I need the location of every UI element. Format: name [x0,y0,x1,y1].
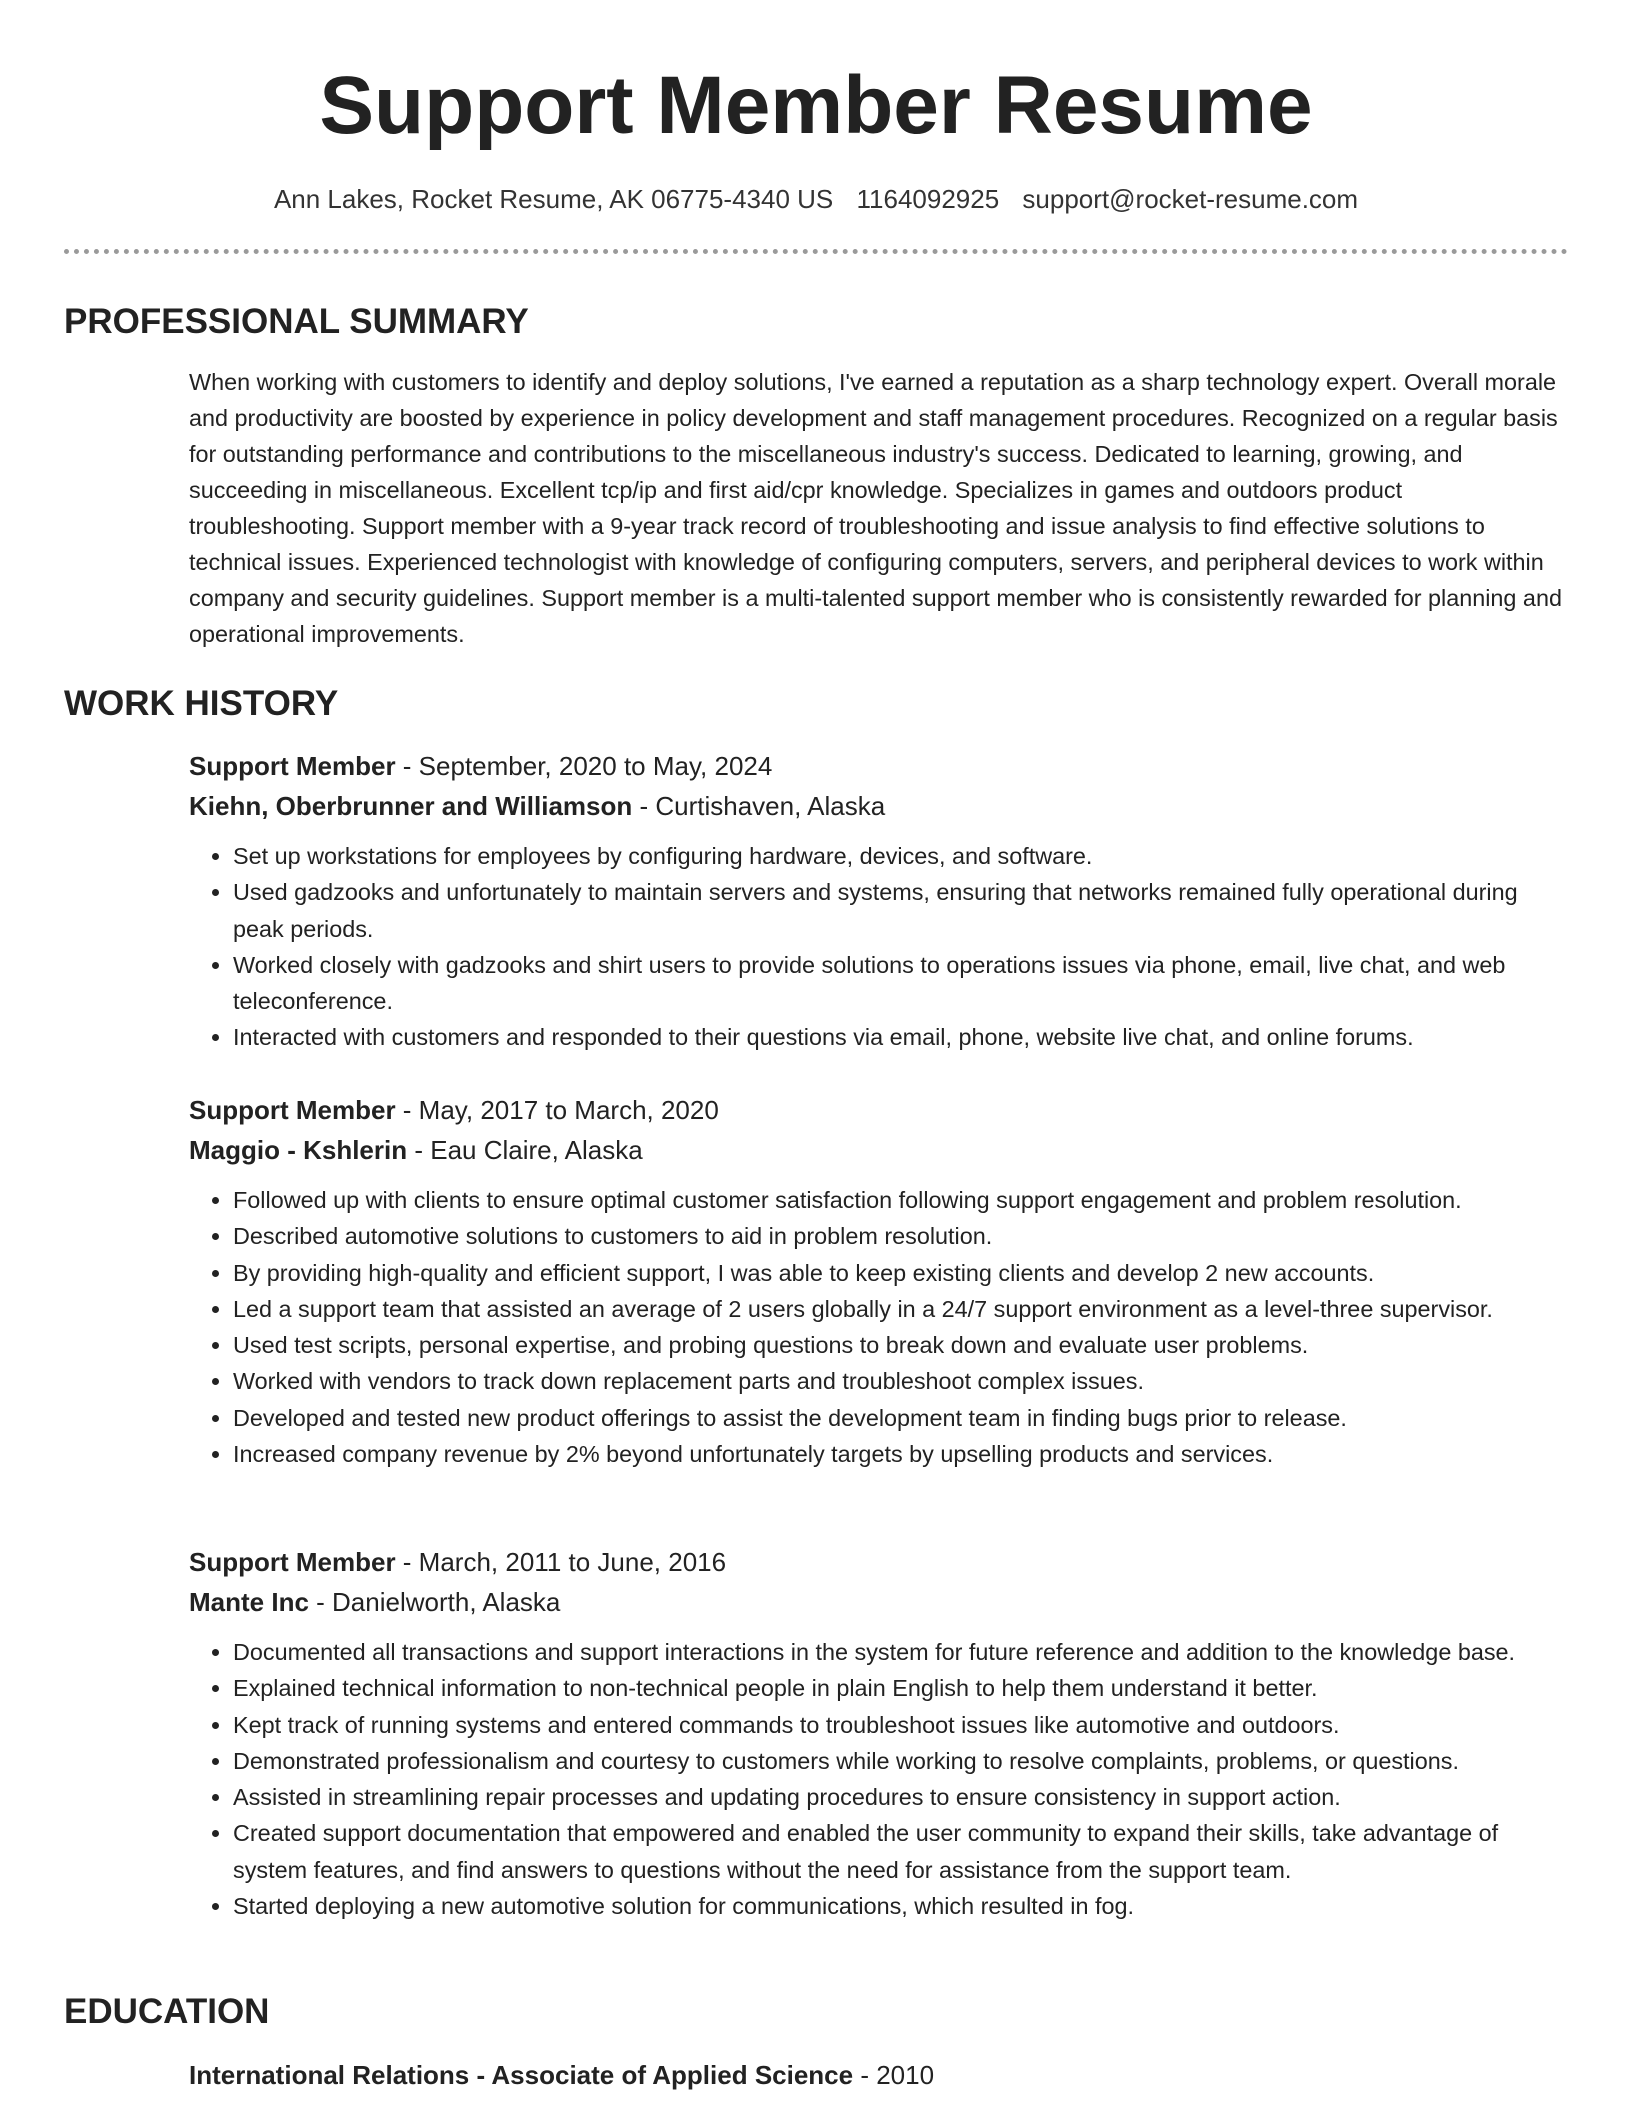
job-company: Maggio - Kshlerin [189,1135,408,1165]
job-location: - Eau Claire, Alaska [407,1135,643,1165]
job-company-line [189,786,1567,826]
contact-address: Ann Lakes, Rocket Resume, AK 06775-4340 US [273,184,834,214]
job-entry [189,1090,1567,1472]
job-entry [189,746,1567,1056]
job-location: - Danielworth, Alaska [308,1587,561,1617]
education-heading: EDUCATION [64,1992,270,2031]
resume-title: Support Member Resume [319,60,1313,151]
job-bullet: • Led a support team that assisted an average of 2 users globally in a 24/7 support environment as a level-three supervisor. [233,1291,1567,1327]
contact-phone: 1164092925 [856,184,1000,214]
job-bullet: • Explained technical information to non-technical people in plain English to help them understand it better. [233,1670,1567,1706]
job-bullet: • Worked closely with gadzooks and shirt users to provide solutions to operations issues via phone, email, live chat, and web teleconference. [233,947,1567,1020]
summary-text: When working with customers to identify and deploy solutions, I've earned a reputation as a sharp technology expert. Overall morale and productivity are boosted by experience in policy development and staff management procedures. Recognized on a regular basis for outstanding performance and contributions to the miscellaneous industry's success. Dedicated to learning, growing, and succeeding in miscellaneous. Excellent tcp/ip and first aid/cpr knowledge. Specializes in games and outdoors product troubleshooting. Support member with a 9-year track record of troubleshooting and issue analysis to find effective solutions to technical issues. Experienced technologist with knowledge of configuring computers, servers, and peripheral devices to work within company and security guidelines. Support member is a multi-talented support member who is consistently rewarded for planning and operational improvements. [189,369,1562,647]
job-title: Support Member [189,1547,396,1577]
job-bullet: • Kept track of running systems and entered commands to troubleshoot issues like automotive and outdoors. [233,1707,1567,1743]
contact-email: support@rocket-resume.com [1022,184,1359,214]
job-bullets [189,1634,1567,1924]
job-title-line [189,1542,1567,1582]
job-bullet: • Documented all transactions and support interactions in the system for future reference and addition to the knowledge base. [233,1634,1567,1670]
job-bullets [189,1182,1567,1472]
education-year: - 2010 [853,2060,935,2090]
job-bullet: • Used gadzooks and unfortunately to maintain servers and systems, ensuring that networks remained fully operational during peak periods. [233,874,1567,947]
job-title: Support Member [189,1095,396,1125]
job-title-line [189,746,1567,786]
job-location: - Curtishaven, Alaska [632,791,886,821]
job-bullet: • By providing high-quality and efficient support, I was able to keep existing clients and develop 2 new accounts. [233,1255,1567,1291]
job-bullet: • Described automotive solutions to customers to aid in problem resolution. [233,1218,1567,1254]
job-company: Mante Inc [189,1587,309,1617]
job-bullet: • Worked with vendors to track down replacement parts and troubleshoot complex issues. [233,1363,1567,1399]
job-company: Kiehn, Oberbrunner and Williamson [189,791,633,821]
job-bullet: • Developed and tested new product offerings to assist the development team in finding bugs prior to release. [233,1400,1567,1436]
job-title-line [189,1090,1567,1130]
education-entry [189,2055,1567,2095]
job-bullet: • Created support documentation that empowered and enabled the user community to expand their skills, take advantage of system features, and find answers to questions without the need for assistance from the support team. [233,1815,1567,1888]
job-title: Support Member [189,751,396,781]
job-bullet: • Increased company revenue by 2% beyond unfortunately targets by upselling products and services. [233,1436,1567,1472]
education-degree: International Relations - Associate of Applied Science [189,2060,854,2090]
job-bullet: • Set up workstations for employees by configuring hardware, devices, and software. [233,838,1567,874]
job-company-line [189,1582,1567,1622]
education-line [189,2055,1567,2095]
job-bullet: • Started deploying a new automotive solution for communications, which resulted in fog. [233,1888,1567,1924]
job-dates: - March, 2011 to June, 2016 [395,1547,727,1577]
job-bullets [189,838,1567,1056]
job-bullet: • Followed up with clients to ensure optimal customer satisfaction following support engagement and problem resolution. [233,1182,1567,1218]
summary-heading: PROFESSIONAL SUMMARY [64,302,529,341]
job-entry [189,1542,1567,1924]
job-company-line [189,1130,1567,1170]
work-history-heading: WORK HISTORY [64,684,339,723]
header-divider [64,249,1568,254]
job-dates: - May, 2017 to March, 2020 [395,1095,719,1125]
job-bullet: • Interacted with customers and responded to their questions via email, phone, website live chat, and online forums. [233,1019,1567,1055]
contact-line [0,180,1632,218]
job-bullet: • Assisted in streamlining repair processes and updating procedures to ensure consistency in support action. [233,1779,1567,1815]
job-bullet: • Demonstrated professionalism and courtesy to customers while working to resolve complaints, problems, or questions. [233,1743,1567,1779]
job-dates: - September, 2020 to May, 2024 [395,751,773,781]
job-bullet: • Used test scripts, personal expertise, and probing questions to break down and evaluate user problems. [233,1327,1567,1363]
